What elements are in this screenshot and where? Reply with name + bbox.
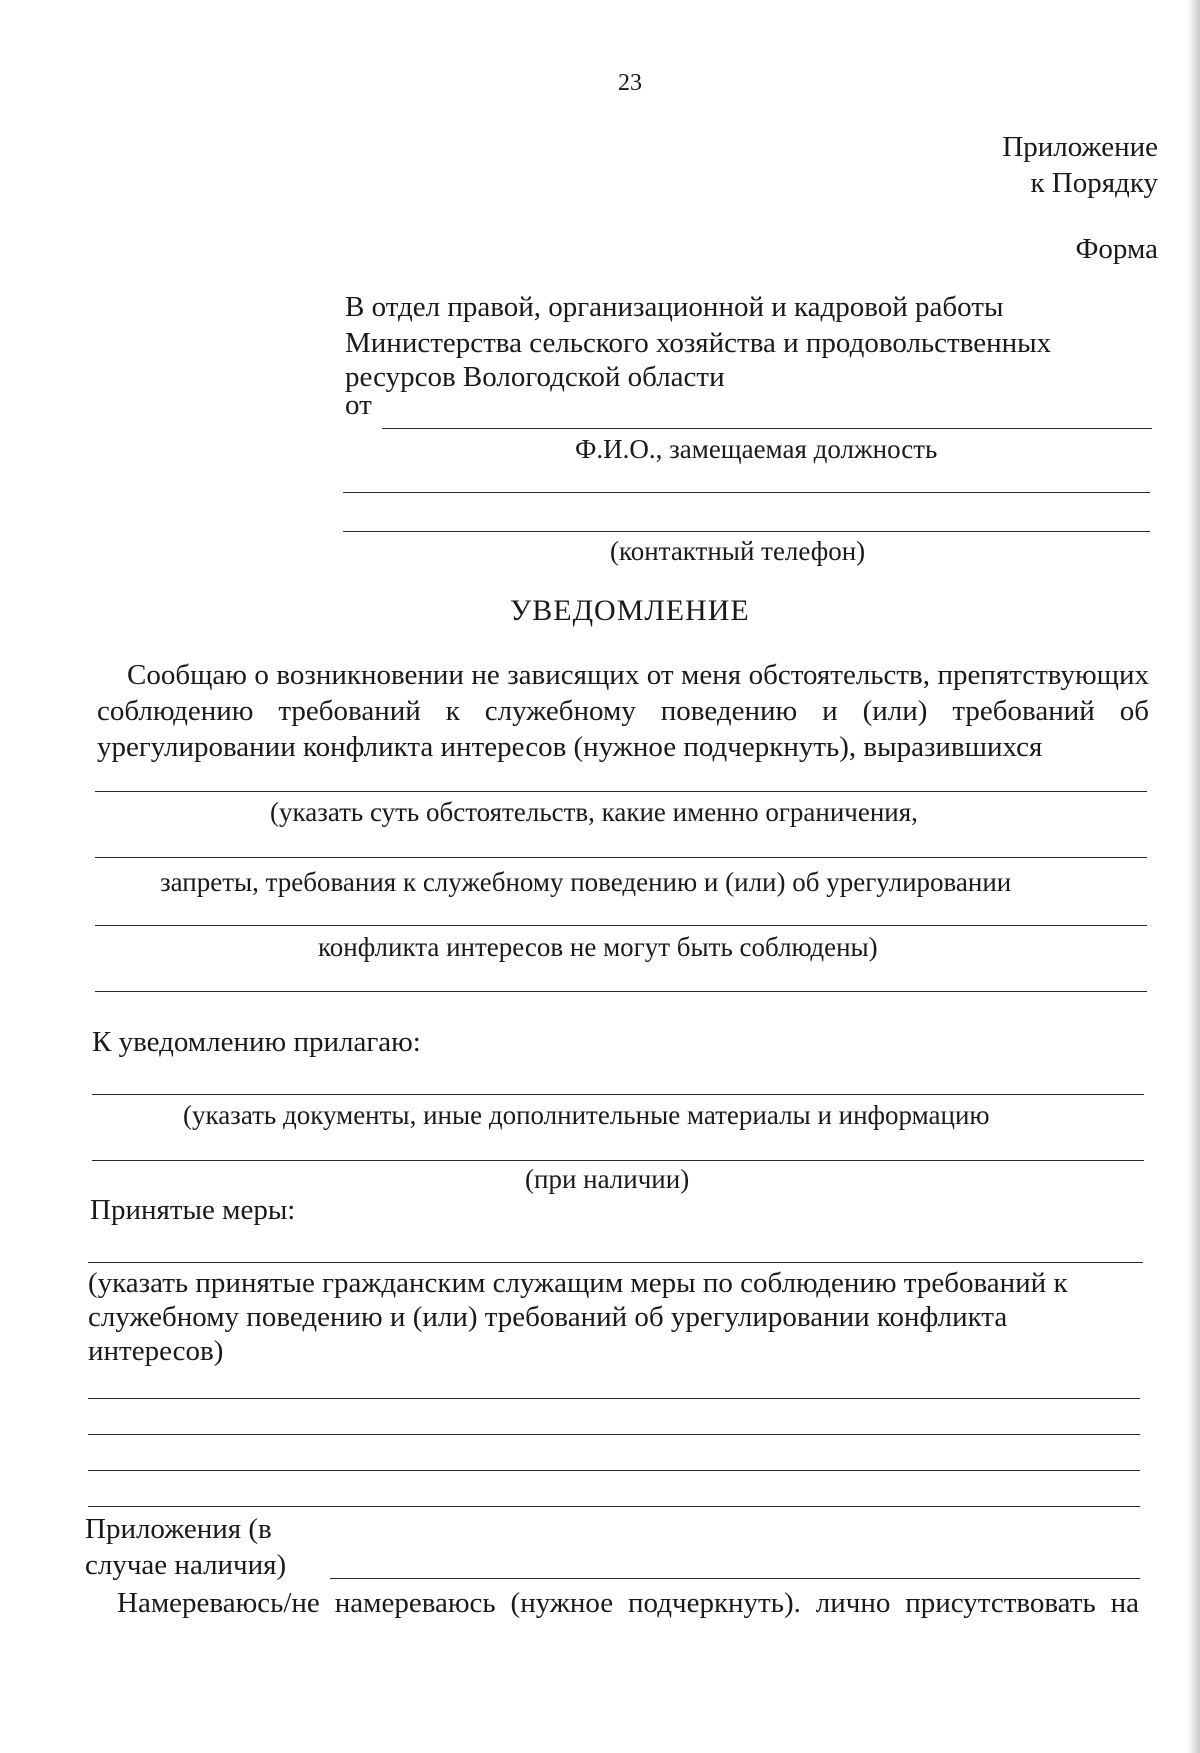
fio-field-line[interactable] (382, 428, 1152, 429)
page-edge-shadow (1186, 0, 1200, 1753)
attachments-line-1[interactable] (92, 1094, 1144, 1095)
circumstances-hint-1: (указать суть обстоятельств, какие именно ограничения, (270, 797, 918, 827)
circumstances-hint-3: конфликта интересов не могут быть соблюдены) (318, 932, 878, 962)
measures-hint-line-1: (указать принятые гражданским служащим меры по соблюдению требований к (88, 1267, 1068, 1299)
appendix-title: Приложение (1002, 131, 1158, 163)
circumstances-hint-2: запреты, требования к служебному поведению и (или) об урегулировании (160, 867, 1012, 897)
measures-hint-line-2: служебному поведению и (или) требований об урегулировании конфликта (88, 1301, 1008, 1333)
intent-text: Намереваюсь/не намереваюсь (нужное подчеркнуть). лично присутствовать на (117, 1587, 1139, 1619)
page-number: 23 (618, 70, 642, 96)
measures-hint-line-3: интересов) (88, 1335, 224, 1367)
appendices-label-line-1: Приложения (в (85, 1513, 272, 1545)
phone-field-line[interactable] (343, 531, 1150, 532)
phone-hint: (контактный телефон) (610, 536, 866, 566)
notice-paragraph-line-3: урегулировании конфликта интересов (нужное подчеркнуть), выразившихся (97, 731, 1043, 763)
attachments-line-2[interactable] (92, 1160, 1144, 1161)
addressee-line-1: В отдел правой, организационной и кадровой работы (345, 291, 1004, 323)
circumstances-line-2[interactable] (95, 857, 1147, 858)
attachments-hint-1: (указать документы, иные дополнительные материалы и информацию (183, 1100, 990, 1130)
measures-extra-line-4[interactable] (88, 1506, 1140, 1507)
addressee-line-2: Министерства сельского хозяйства и продовольственных (345, 327, 1052, 359)
circumstances-line-4[interactable] (95, 991, 1147, 992)
measures-extra-line-3[interactable] (88, 1470, 1140, 1471)
attachments-hint-2: (при наличии) (525, 1164, 690, 1194)
notice-paragraph-line-1: Сообщаю о возникновении не зависящих от меня обстоятельств, препятствующих (127, 659, 1149, 691)
appendices-field-line[interactable] (330, 1578, 1140, 1579)
measures-label: Принятые меры: (90, 1194, 296, 1226)
appendices-label-line-2: случае наличия) (85, 1549, 287, 1581)
position-field-line[interactable] (343, 492, 1150, 493)
addressee-line-3: ресурсов Вологодской области (345, 361, 725, 393)
fio-hint: Ф.И.О., замещаемая должность (575, 434, 938, 464)
circumstances-line-3[interactable] (95, 925, 1147, 926)
notice-paragraph-line-2: соблюдению требований к служебному поведению и (или) требований об (97, 695, 1149, 727)
circumstances-line-1[interactable] (95, 791, 1147, 792)
form-label: Форма (1075, 233, 1158, 265)
attachments-label: К уведомлению прилагаю: (92, 1026, 421, 1058)
measures-extra-line-2[interactable] (88, 1434, 1140, 1435)
appendix-subtitle: к Порядку (1030, 167, 1158, 199)
measures-extra-line-1[interactable] (88, 1398, 1140, 1399)
from-label: от (345, 389, 372, 421)
document-title: УВЕДОМЛЕНИЕ (510, 594, 750, 627)
measures-line[interactable] (88, 1262, 1143, 1263)
